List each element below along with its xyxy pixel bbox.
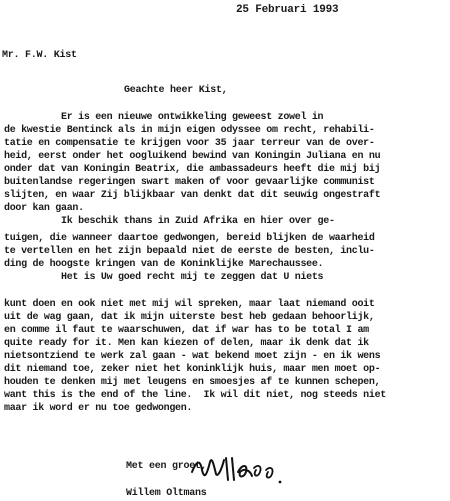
text-line: door kan gaan.	[4, 203, 84, 214]
text-line: houden te denken mij met leugens en smoesjes af te kunnen schepen,	[4, 377, 381, 388]
text-line: quite ready for it. Men kan kiezen of delen, maar ik denk dat ik	[4, 338, 369, 349]
signature-name: Willem Oltmans	[126, 488, 207, 499]
paragraph-3	[4, 298, 386, 415]
text-line: Er is een nieuwe ontwikkeling geweest zowel in	[4, 112, 324, 123]
text-line: Het is Uw goed recht mij te zeggen dat U niets	[4, 272, 324, 283]
text-line: Ik beschik thans in Zuid Afrika en hier over ge-	[4, 216, 335, 227]
salutation: Geachte heer Kist,	[124, 85, 228, 96]
text-line: en comme il faut te waarschuwen, dat if war has to be total I am	[4, 325, 369, 336]
text-line: uit de wag gaan, dat ik mijn uiterste best heb gedaan behoorlijk,	[4, 312, 375, 323]
text-line: dit niemand toe, zeker niet het koninklijk huis, maar men moet op-	[4, 364, 381, 375]
paragraph-1	[4, 111, 380, 228]
text-line: heid, eerst onder het oogluikend bewind van Koningin Juliana en nu	[4, 151, 381, 162]
text-line: tuigen, die wanneer daartoe gedwongen, bereid blijken de waarheid	[4, 233, 375, 244]
closing: Met een groet,	[126, 461, 207, 472]
text-line: te vertellen en het zijn bepaald niet de eerste de besten, inclu-	[4, 246, 375, 257]
text-line: onder dat van Koningin Beatrix, die ambassadeurs heeft die mij bij	[4, 164, 381, 175]
paragraph-2	[4, 232, 375, 284]
text-line: kunt doen en ook niet met mij wil spreken, maar laat niemand ooit	[4, 299, 375, 310]
text-line: tatie en compensatie te krijgen voor 35 jaar terreur van de over-	[4, 138, 375, 149]
addressee: Mr. F.W. Kist	[2, 50, 77, 61]
text-line: buitenlandse regeringen swart maken of voor gevaarlijke communist	[4, 177, 375, 188]
text-line: slijten, en waar Zij blijkbaar van denkt dat dit seuwig ongestraft	[4, 190, 381, 201]
text-line: nietsontziend te werk zal gaan - wat bekend moet zijn - en ik wens	[4, 351, 381, 362]
text-line: want this is the end of the line. Ik wil dit niet, nog steeds niet	[4, 390, 386, 401]
text-line: ding de hoogste kringen van de Koninklijke Marechaussee.	[4, 259, 324, 270]
text-line: maar ik word er nu toe gedwongen.	[4, 403, 193, 414]
handwritten-signature	[188, 448, 288, 490]
letter-date: 25 Februari 1993	[236, 4, 339, 16]
text-line: de kwestie Bentinck als in mijn eigen odyssee om recht, rehabili-	[4, 125, 375, 136]
